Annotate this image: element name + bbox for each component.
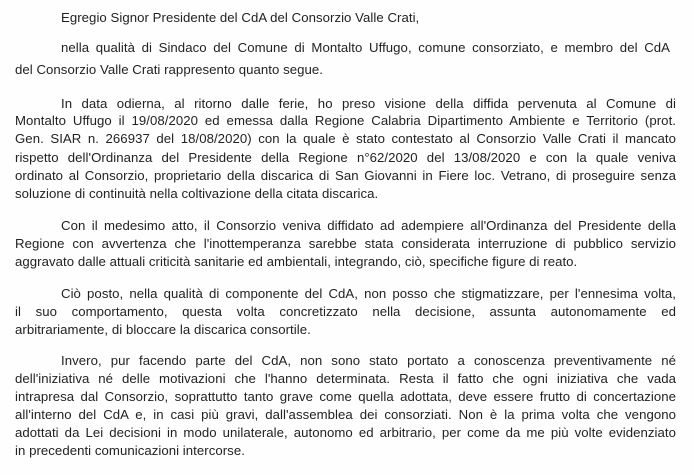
paragraph-3-line-3: aggravato dalle attuali criticità sanitarie ed ambientali, integrando, ciò, specifiche figure di reato. (15, 254, 578, 269)
paragraph-2-line-1: In data odierna, al ritorno dalle ferie, ho preso visione della diffida pervenuta al Comune di (61, 96, 676, 111)
salutation: Egregio Signor Presidente del CdA del Consorzio Valle Crati, (61, 10, 420, 25)
paragraph-2-line-4: rispetto dell'Ordinanza del Presidente della Regione n°62/2020 del 13/08/2020 e con la quale veniva (15, 150, 676, 165)
paragraph-1-line-2: del Consorzio Valle Crati rappresento quanto segue. (15, 62, 323, 77)
paragraph-4-line-1: Ciò posto, nella qualità di componente del CdA, non posso che stigmatizzare, per l'ennesima volta, (61, 286, 676, 301)
paragraph-2-line-3: Gen. SIAR n. 266937 del 18/08/2020) con la quale è stato contestato al Consorzio Valle Crati il mancato (15, 131, 676, 146)
paragraph-5-line-4: all'interno del CdA e, in casi più gravi, dall'assemblea dei consorziati. Non è la prima volta che vengono (15, 407, 676, 422)
paragraph-3-line-2: Regione con avvertenza che l'inottemperanza sarebbe stata considerata interruzione di pubblico servizio (15, 236, 676, 251)
paragraph-4-line-2: il suo comportamento, questa volta concretizzato nella decisione, assunta autonomamente ed (15, 304, 676, 319)
paragraph-2-line-2: Montalto Uffugo il 19/08/2020 ed emessa dalla Regione Calabria Dipartimento Ambiente e Territorio (prot. (15, 113, 676, 128)
paragraph-5-line-6: in precedenti comunicazioni intercorse. (15, 443, 245, 458)
paragraph-5-line-1: Invero, pur facendo parte del CdA, non sono stato portato a conoscenza preventivamente né (61, 353, 676, 368)
paragraph-2-line-6: soluzione di continuità nella coltivazione della citata discarica. (15, 186, 379, 201)
paragraph-5-line-2: dell'iniziativa né delle motivazioni che l'hanno determinata. Resta il fatto che ogni iniziativa che vada (15, 371, 676, 386)
paragraph-1-line-1: nella qualità di Sindaco del Comune di Montalto Uffugo, comune consorziato, e membro del CdA (61, 40, 670, 55)
paragraph-2-line-5: ordinato al Consorzio, proprietario della discarica di San Giovanni in Fiere loc. Vetrano, di proseguire senza (15, 168, 676, 183)
paragraph-3-line-1: Con il medesimo atto, il Consorzio veniva diffidato ad adempiere all'Ordinanza del Presidente della (61, 218, 676, 233)
paragraph-5-line-3: intrapresa dal Consorzio, soprattutto tanto grave come quella adottata, deve essere frutto di concertazione (15, 389, 676, 404)
paragraph-4-line-3: arbitrariamente, di bloccare la discarica consortile. (15, 322, 311, 337)
paragraph-5-line-5: adottati da Lei decisioni in modo unilaterale, autonomo ed arbitrario, per come da me più volte evidenziato (15, 425, 676, 440)
